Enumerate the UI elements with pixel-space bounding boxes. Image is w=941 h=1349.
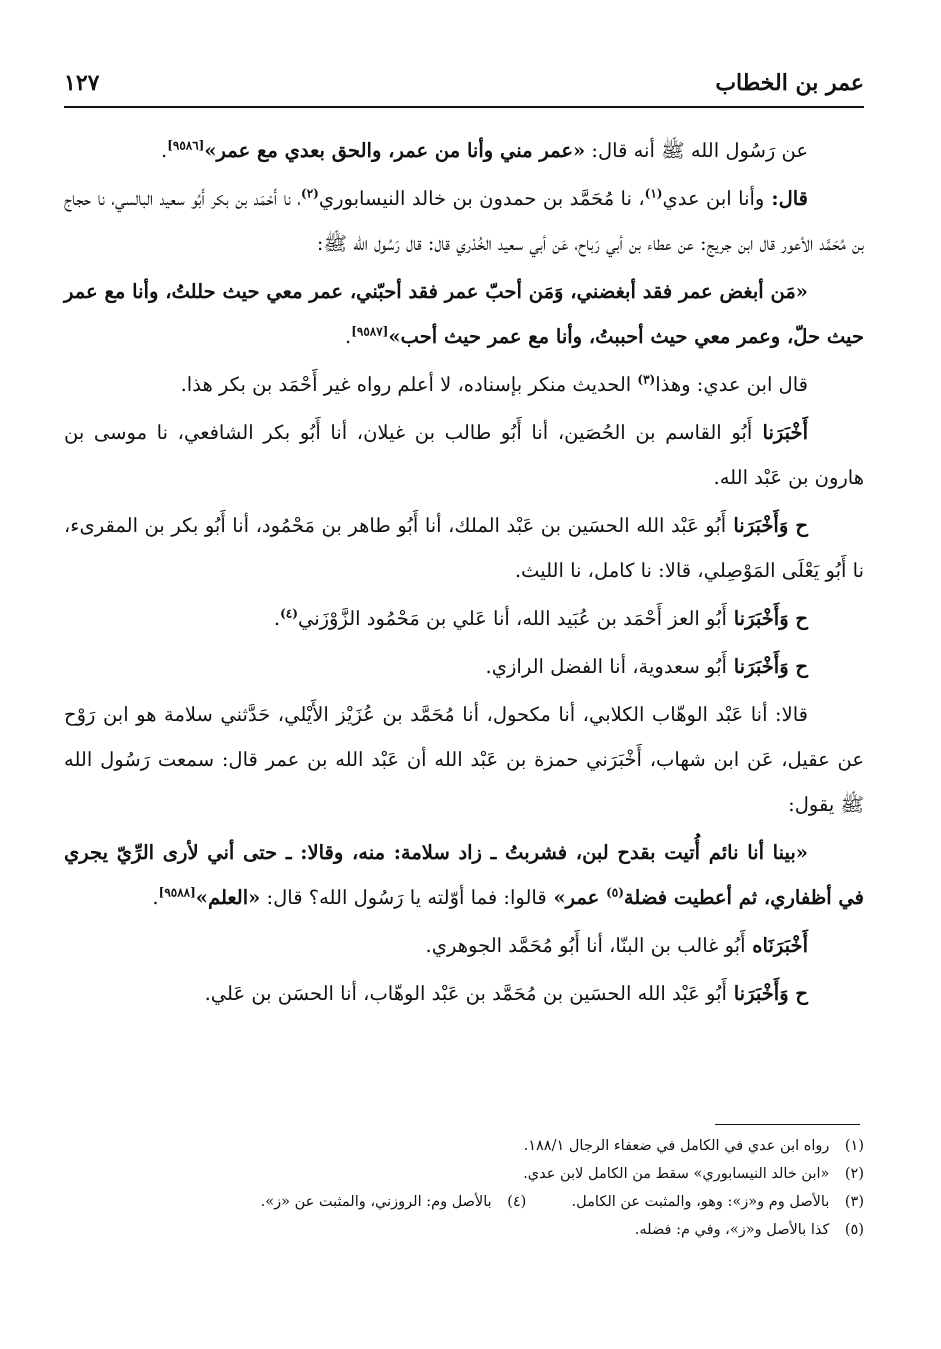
footnote-1	[64, 1132, 864, 1160]
page-number: ١٢٧	[64, 70, 100, 96]
paragraph-isnad-6: أَخْبَرَنَاه أَبُو غالب بن البنّا، أنا أَبُو مُحَمَّد الجوهري.	[425, 934, 808, 957]
footnote-number: (٥)	[844, 1222, 864, 1238]
footnote-text: بالأصل وم و«ز»: وهو، والمثبت عن الكامل.	[571, 1194, 830, 1210]
paragraph-isnad-5: قالا: أنا عَبْد الوهّاب الكلابي، أنا مكحول، أنا مُحَمَّد بن عُزَيْز الأَيْلي، حَدَّثني سلامة هو ابن رَوْح عن عقيل، عَن ابن شهاب، أَخْبَرَني حمزة بن عَبْد الله أن عَبْد الله بن عمر قال: سمعت رَسُول الله ﷺ يقول:	[64, 703, 864, 816]
hadith-number: [٩٥٨٦]	[167, 138, 205, 153]
paragraph-hadith-9588: «بينا أنا نائم أُتيت بقدح لبن، فشربتُ ـ زاد سلامة: منه، وقالا: ـ حتى أني لأرى الرِّيّ يجري في أظفاري، ثم أعطيت فضلة$^{(٥)}$ عمر» قالوا: فما أوّلته يا رَسُول الله؟ قال: «العلم»[٩٥٨٨].	[64, 841, 864, 909]
paragraph-isnad-3: ح وَأَخْبَرَنا أَبُو العز أَحْمَد بن عُبَيد الله، أنا عَلي بن مَحْمُود الزَّوْزَني$^{(٤)}$.	[273, 606, 808, 630]
chapter-title: عمر بن الخطاب	[715, 70, 864, 96]
footnote-ref: (٢)	[301, 186, 319, 201]
footnote-text: بالأصل وم: الروزني، والمثبت عن «ز».	[260, 1194, 492, 1210]
footnote-ref: (٤)	[280, 606, 298, 621]
footnotes	[64, 1132, 864, 1244]
paragraph-hadith-9587: «مَن أبغض عمر فقد أبغضني، وَمَن أحبّ عمر فقد أحبّني، عمر معي حيث حللتُ، وأنا مع عمر حيث حلّ، وعمر معي حيث أحببتُ، وأنا مع عمر حيث أحب»[٩٥٨٧].	[64, 280, 864, 348]
footnote-number: (٢)	[844, 1166, 864, 1182]
paragraph-isnad-ibn-adi: قال: وأنا ابن عدي$^{(١)}$، نا مُحَمَّد بن حمدون بن خالد النيسابوري$^{(٢)}$، نا أَحْمَد بن بكر أَبُو سعيد البالسي، نا حجاج بن مُحَمَّد الأعور قال ابن جريج: عن عطاء بن أبي رَباح، عَن أبي سعيد الخُدْري قال: قال رَسُول الله ﷺ:	[64, 186, 864, 255]
footnote-text: «ابن خالد النيسابوري» سقط من الكامل لابن عدي.	[523, 1166, 830, 1182]
footnote-ref: (٥)	[606, 885, 624, 900]
footnote-ref: (١)	[644, 186, 663, 201]
paragraph-isnad-2: ح وَأَخْبَرَنا أَبُو عَبْد الله الحسَين بن عَبْد الملك، أنا أَبُو طاهر بن مَحْمُود، أنا أَبُو بكر بن المقرىء، نا أَبُو يَعْلَى المَوْصِلي، قالا: نا كامل، نا الليث.	[64, 514, 864, 582]
footnote-number: (٤)	[507, 1194, 527, 1210]
paragraph-isnad-1: أَخْبَرَنا أَبُو القاسم بن الحُصَين، أنا أَبُو طالب بن غيلان، أنا أَبُو بكر الشافعي، نا موسى بن هارون بن عَبْد الله.	[64, 421, 864, 489]
footnote-divider	[715, 1124, 860, 1125]
hadith-number: [٩٥٨٨]	[158, 885, 196, 900]
footnote-number: (٣)	[844, 1194, 864, 1210]
footnote-text: كذا بالأصل و«ز»، وفي م: فضله.	[634, 1222, 830, 1238]
footnote-ref: (٣)	[637, 372, 656, 387]
footnote-text: رواه ابن عدي في الكامل في ضعفاء الرجال ١٨٨/١.	[523, 1138, 830, 1154]
paragraph-hadith-9586: عن رَسُول الله ﷺ أنه قال: «عمر مني وأنا من عمر، والحق بعدي مع عمر»[٩٥٨٦].	[161, 138, 808, 162]
main-text	[64, 128, 864, 1019]
footnote-5	[64, 1216, 864, 1244]
paragraph-isnad-7: ح وَأَخْبَرَنا أَبُو عَبْد الله الحسَين بن مُحَمَّد بن عَبْد الوهّاب، أنا الحسَن بن عَلي.	[204, 982, 808, 1005]
paragraph-isnad-4: ح وَأَخْبَرَنا أَبُو سعدوية، أنا الفضل الرازي.	[485, 655, 808, 678]
running-header	[64, 66, 864, 108]
footnote-3-4	[64, 1188, 864, 1216]
paragraph-ibn-adi-comment: قال ابن عدي: وهذا$^{(٣)}$ الحديث منكر بإسناده، لا أعلم رواه غير أَحْمَد بن بكر هذا.	[180, 372, 808, 396]
hadith-number: [٩٥٨٧]	[351, 324, 389, 339]
footnote-number: (١)	[844, 1138, 864, 1154]
footnote-2	[64, 1160, 864, 1188]
